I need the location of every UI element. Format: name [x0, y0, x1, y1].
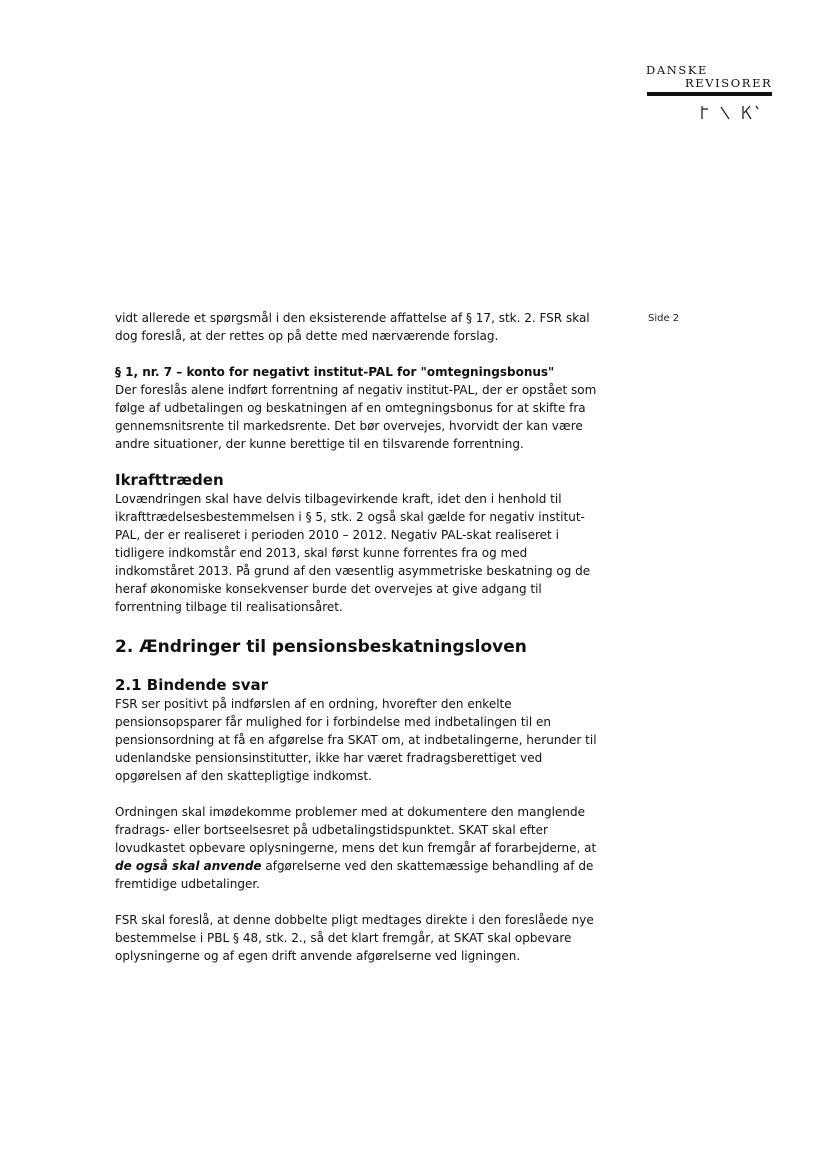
text-line: FSR skal foreslå, at denne dobbelte pligt medtages direkte i den foreslåede nye	[115, 913, 594, 927]
fsr-logo	[640, 64, 775, 124]
fsr-mark-icon	[698, 104, 775, 124]
text-line: bestemmelse i PBL § 48, stk. 2., så det klart fremgår, at SKAT skal opbevare	[115, 931, 572, 945]
page-number: Side 2	[648, 313, 680, 324]
text-line: vidt allerede et spørgsmål i den eksisterende affattelse af § 17, stk. 2. FSR skal	[115, 311, 590, 325]
text-line: lovudkastet opbevare oplysningerne, mens det kun fremgår af forarbejderne, at	[115, 841, 597, 855]
logo-bar	[647, 92, 772, 96]
logo-text-line2: REVISORER	[685, 76, 773, 90]
text-line: fremtidige udbetalinger.	[115, 877, 260, 891]
logo-text-line1: DANSKE	[646, 63, 709, 77]
text-line: tidligere indkomstår end 2013, skal først kunne forrentes fra og med	[115, 546, 528, 560]
section21-heading: 2.1 Bindende svar	[115, 676, 268, 694]
text-line: Ordningen skal imødekomme problemer med at dokumentere den manglende	[115, 805, 585, 819]
ikraft-paragraph	[115, 490, 615, 616]
text-line: ikrafttrædelsesbestemmelsen i § 5, stk. 2 også skal gælde for negativ institut-	[115, 510, 585, 524]
text-line: fradrags- eller bortseelsesret på udbetalingstidspunktet. SKAT skal efter	[115, 823, 548, 837]
section21-paragraph1	[115, 695, 615, 785]
section21-paragraph3	[115, 911, 615, 965]
text-line: følge af udbetalingen og beskatningen af en omtegningsbonus for at skifte fra	[115, 401, 586, 415]
text-line: gennemsnitsrente til markedsrente. Det bør overvejes, hvorvidt der kan være	[115, 419, 583, 433]
emphasis-text: de også skal anvende	[115, 859, 262, 873]
text-line: pensionsordning at få en afgørelse fra SKAT om, at indbetalingerne, herunder til	[115, 733, 597, 747]
text-line: FSR ser positivt på indførslen af en ordning, hvorefter den enkelte	[115, 697, 512, 711]
ikraft-heading: Ikrafttræden	[115, 471, 224, 489]
section1-heading: § 1, nr. 7 – konto for negativt institut-PAL for "omtegningsbonus"	[115, 365, 555, 379]
text-line: Lovændringen skal have delvis tilbagevirkende kraft, idet den i henhold til	[115, 492, 562, 506]
text-line: forrentning tilbage til realisationsåret.	[115, 600, 343, 614]
text-line: oplysningerne og af egen drift anvende afgørelserne ved ligningen.	[115, 949, 521, 963]
document-body	[115, 309, 615, 965]
text-line: pensionsopsparer får mulighed for i forbindelse med indbetalingen til en	[115, 715, 551, 729]
text-line: udenlandske pensionsinstitutter, ikke har været fradragsberettiget ved	[115, 751, 543, 765]
intro-paragraph	[115, 309, 615, 345]
text-line: heraf økonomiske konsekvenser burde det overvejes at give adgang til	[115, 582, 542, 596]
text-line: opgørelsen af den skattepligtige indkomst.	[115, 769, 372, 783]
chapter2-heading: 2. Ændringer til pensionsbeskatningsloven	[115, 637, 527, 657]
text-line: andre situationer, der kunne berettige til en tilsvarende forrentning.	[115, 437, 524, 451]
text-line: Der foreslås alene indført forrentning af negativ institut-PAL, der er opstået som	[115, 383, 597, 397]
text-line: PAL, der er realiseret i perioden 2010 – 2012. Negativ PAL-skat realiseret i	[115, 528, 559, 542]
section1-paragraph	[115, 381, 615, 453]
section21-paragraph2	[115, 803, 615, 893]
text-fragment: afgørelserne ved den skattemæssige behandling af de	[261, 859, 594, 873]
text-line: dog foreslå, at der rettes op på dette med nærværende forslag.	[115, 329, 499, 343]
text-line: indkomståret 2013. På grund af den væsentlig asymmetriske beskatning og de	[115, 564, 591, 578]
text-line-emphasis	[115, 857, 615, 875]
